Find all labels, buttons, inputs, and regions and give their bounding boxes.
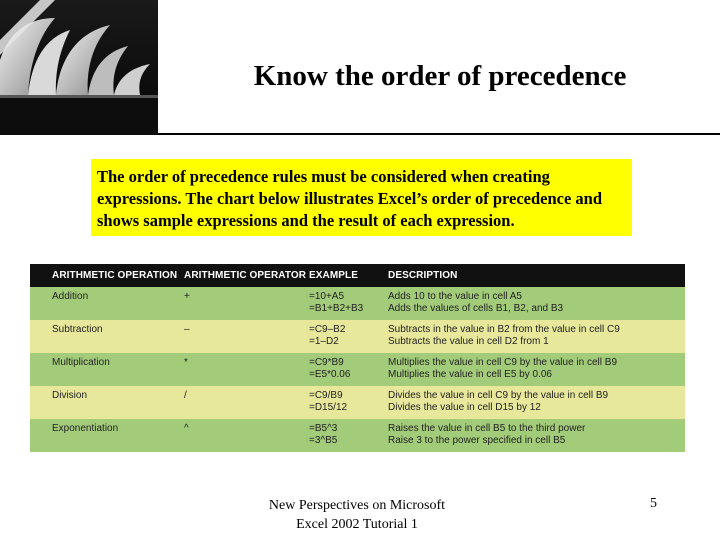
- example-line: =3^B5: [309, 435, 338, 446]
- description-line: Adds 10 to the value in cell A5: [388, 291, 522, 302]
- description-line: Subtracts the value in cell D2 from 1: [388, 336, 549, 347]
- precedence-table: [30, 264, 685, 453]
- example-cell: [309, 357, 388, 386]
- example-line: =E5*0.06: [309, 369, 351, 380]
- description-line: Multiplies the value in cell C9 by the value in cell B9: [388, 357, 618, 368]
- example-line: =C9*B9: [309, 357, 344, 368]
- description-line: Raise 3 to the power specified in cell B5: [388, 435, 566, 446]
- description-line: Subtracts in the value in B2 from the value in cell C9: [388, 324, 620, 335]
- example-line: =B5^3: [309, 423, 338, 434]
- operator-cell: /: [184, 390, 187, 401]
- description-line: Adds the values of cells B1, B2, and B3: [388, 303, 564, 314]
- example-cell: [309, 324, 388, 353]
- operator-cell: ^: [184, 423, 189, 434]
- description-line: Raises the value in cell B5 to the third power: [388, 423, 586, 434]
- slide-title: Know the order of precedence: [253, 60, 627, 92]
- operation-cell: Addition: [52, 291, 89, 302]
- header-description: DESCRIPTION: [388, 270, 458, 281]
- table-header-row: [30, 264, 685, 287]
- example-line: =B1+B2+B3: [309, 303, 364, 314]
- description-cell: [388, 357, 685, 386]
- operation-cell: Division: [52, 390, 88, 401]
- header-rule: [158, 133, 720, 135]
- header-operation: ARITHMETIC OPERATION: [52, 270, 178, 281]
- table-row: [30, 287, 685, 320]
- header-operator: ARITHMETIC OPERATOR: [184, 270, 307, 281]
- footer-line: Excel 2002 Tutorial 1: [296, 517, 418, 532]
- operator-cell: +: [184, 291, 190, 302]
- example-cell: [309, 390, 388, 419]
- example-cell: [309, 291, 388, 320]
- description-line: Divides the value in cell C9 by the value in cell B9: [388, 390, 609, 401]
- description-cell: [388, 324, 685, 353]
- page-number: 5: [650, 496, 657, 511]
- operation-cell: Multiplication: [52, 357, 110, 368]
- table-row: [30, 386, 685, 419]
- operation-cell: Subtraction: [52, 324, 103, 335]
- example-line: =C9–B2: [309, 324, 346, 335]
- footer-text: [255, 496, 459, 534]
- example-cell: [309, 423, 388, 452]
- description-cell: [388, 390, 685, 419]
- callout-text: The order of precedence rules must be considered when creating expressions. The chart below illustrates Excel’s order of precedence and shows sample expressions and the result of each expression.: [91, 159, 632, 236]
- description-cell: [388, 291, 685, 320]
- operation-cell: Exponentiation: [52, 423, 119, 434]
- table-row: [30, 419, 685, 452]
- opera-house-photo: [0, 0, 158, 135]
- operator-cell: *: [184, 357, 188, 368]
- description-line: Divides the value in cell D15 by 12: [388, 402, 541, 413]
- example-line: =D15/12: [309, 402, 348, 413]
- example-line: =C9/B9: [309, 390, 343, 401]
- table-row: [30, 320, 685, 353]
- operator-cell: –: [184, 324, 190, 335]
- description-cell: [388, 423, 685, 452]
- description-line: Multiplies the value in cell E5 by 0.06: [388, 369, 552, 380]
- example-line: =1–D2: [309, 336, 339, 347]
- footer-line: New Perspectives on Microsoft: [268, 498, 446, 513]
- table-row: [30, 353, 685, 386]
- header-example: EXAMPLE: [309, 270, 359, 281]
- example-line: =10+A5: [309, 291, 345, 302]
